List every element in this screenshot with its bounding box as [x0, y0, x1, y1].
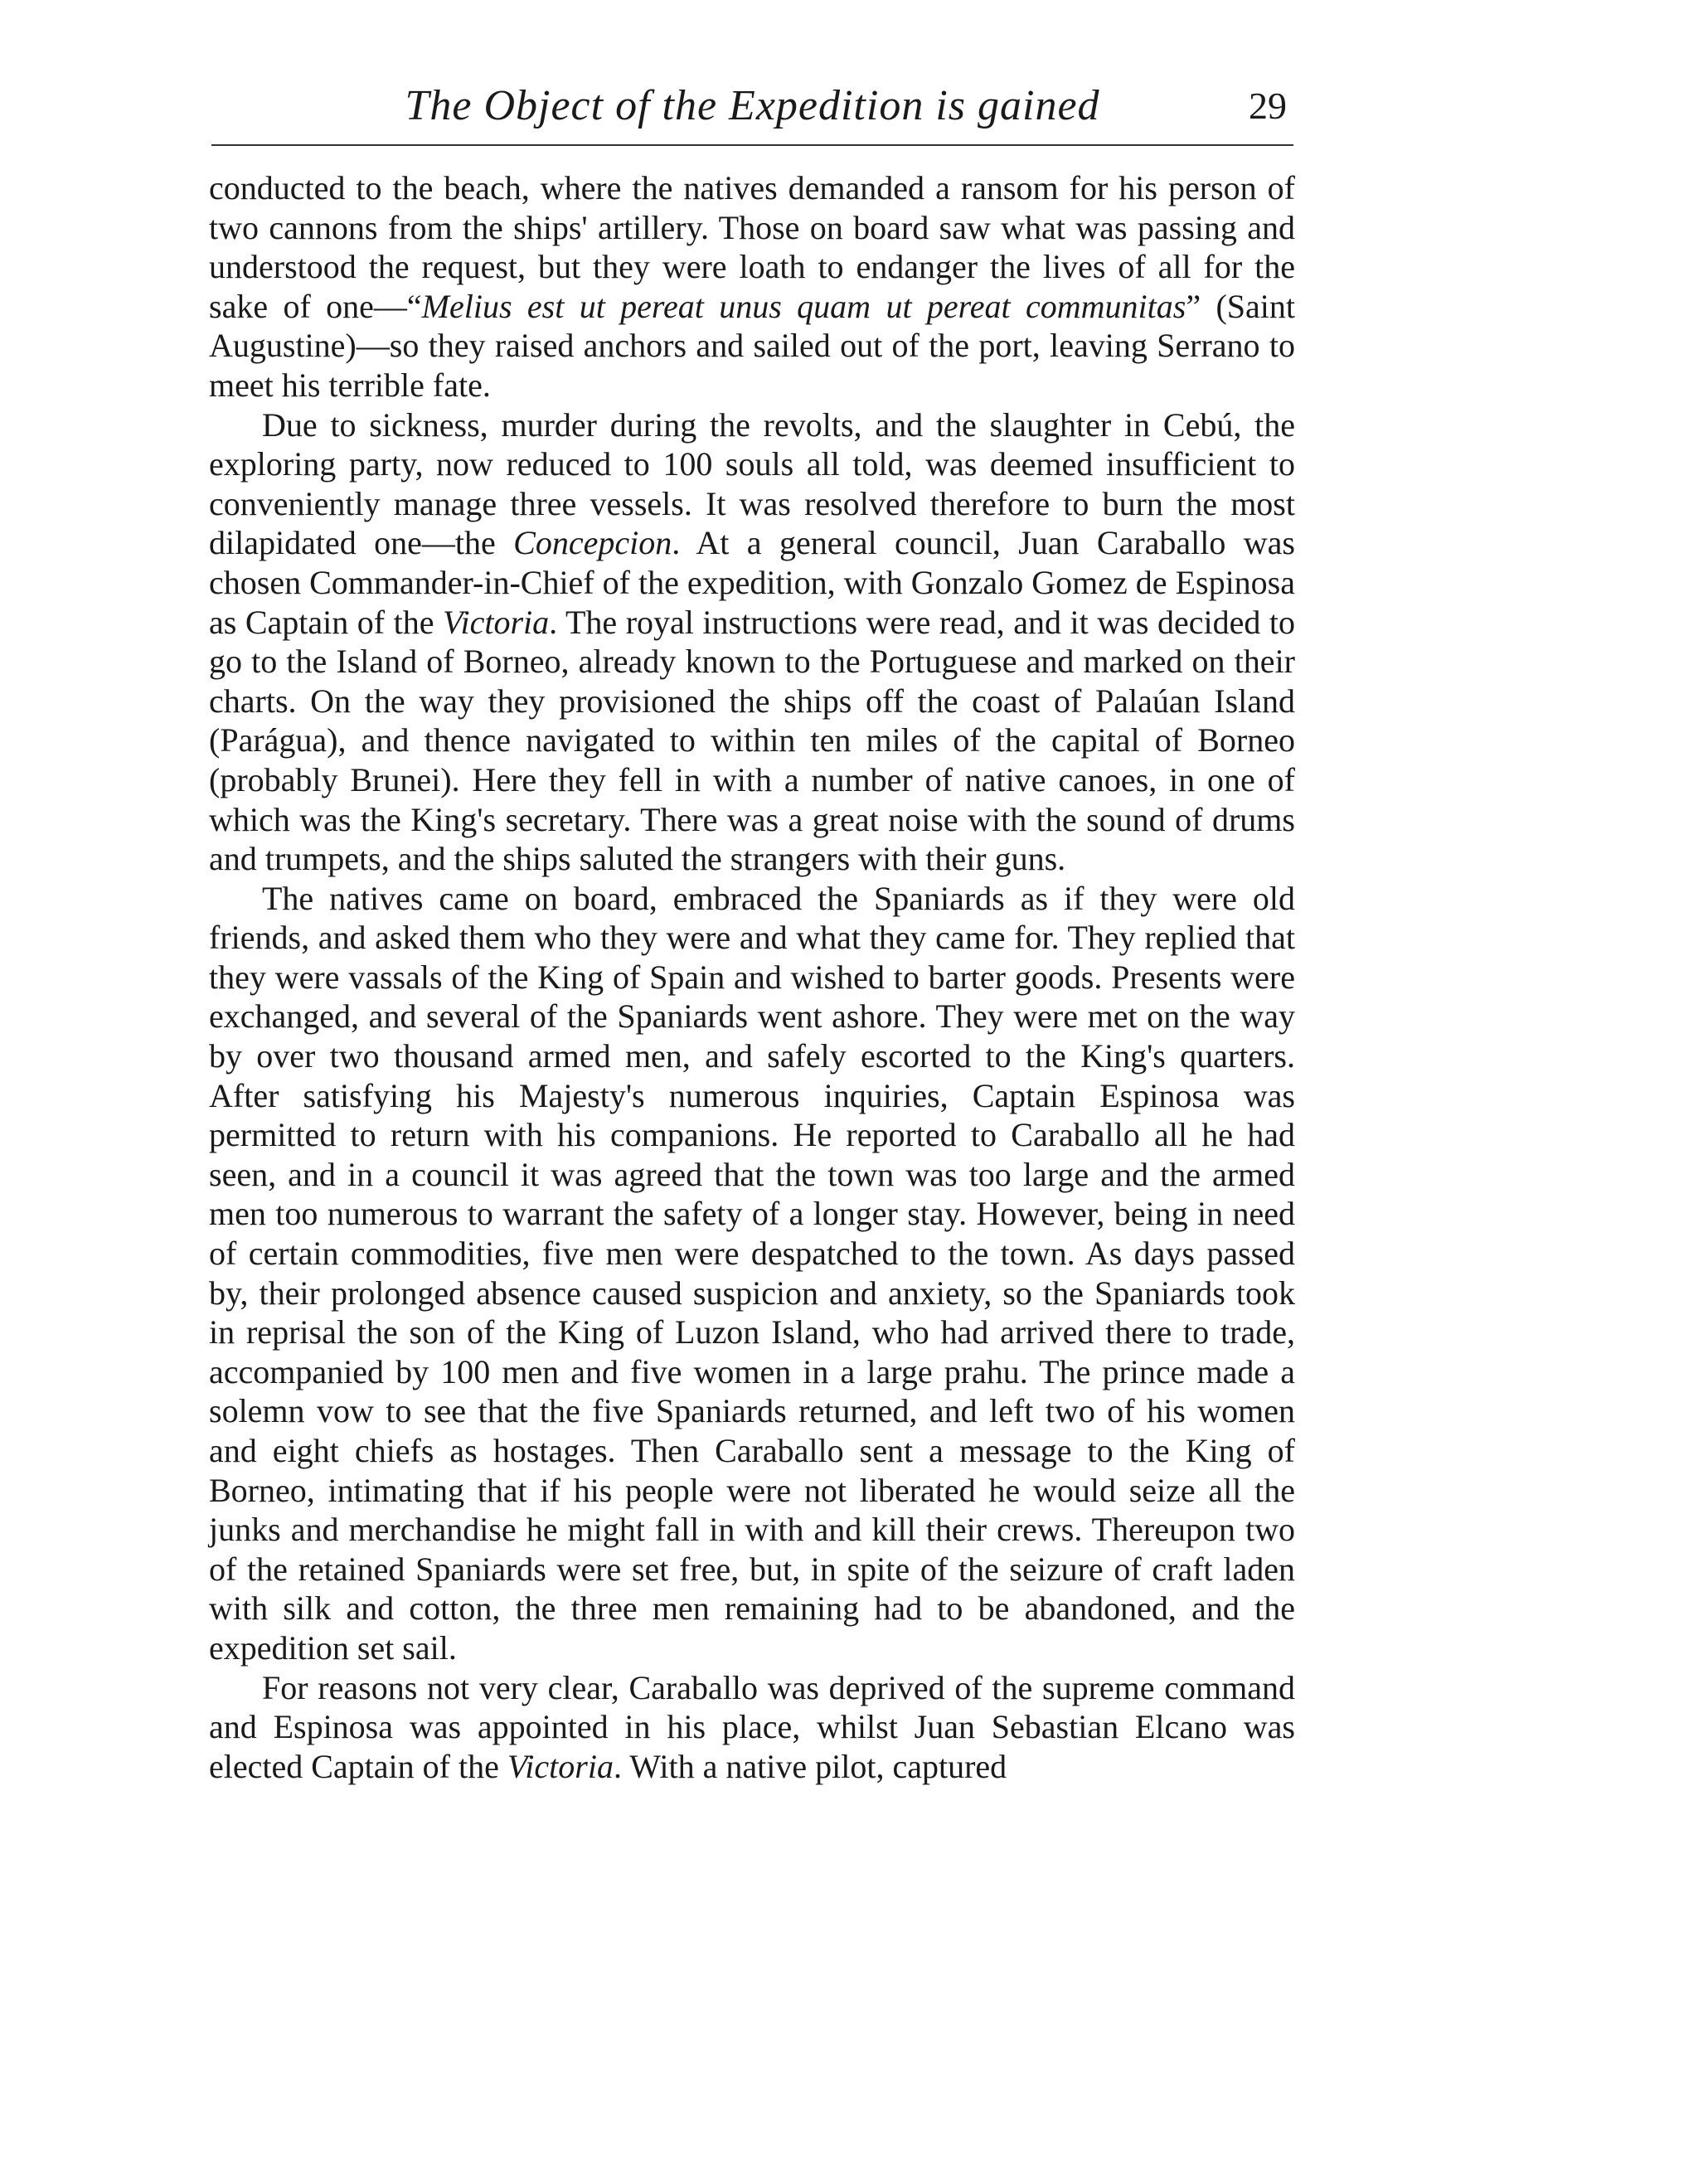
paragraph-4-text-c: . With a native pilot, captured: [613, 1747, 1007, 1785]
running-head: [211, 76, 1293, 143]
paragraph-3: The natives came on board, embraced the Spaniards as if they were old friends, and asked them who they were and what they came for. They replied that they were vassals of the King of Spain and wished to barter goods. Presents were exchanged, and several of the Spaniards went ashore. They were met on the way by over two thousand armed men, and safely escorted to the King's quarters. After satisfying his Majesty's numerous inquiries, Captain Espinosa was permitted to return with his companions. He reported to Caraballo all he had seen, and in a council it was agreed that the town was too large and the armed men too numerous to warrant the safety of a longer stay. However, being in need of certain commodities, five men were despatched to the town. As days passed by, their prolonged absence caused suspicion and anxiety, so the Spaniards took in reprisal the son of the King of Luzon Island, who had arrived there to trade, accompanied by 100 men and five women in a large prahu. The prince made a solemn vow to see that the five Spaniards returned, and left two of his women and eight chiefs as hostages. Then Caraballo sent a message to the King of Borneo, intimating that if his people were not liberated he would seize all the junks and merchandise he might fall in with and kill their crews. Thereupon two of the retained Spaniards were set free, but, in spite of the seizure of craft laden with silk and cotton, the three men remaining had to be abandoned, and the expedition set sail.: [209, 879, 1295, 1667]
paragraph-1-text-a: conducted to the beach, where the natives demanded a ransom for his person of two cannons from the ships' artillery. Those on board saw what was passing and understood the request, but they were loath to endanger the lives of all for the sake of one—“: [209, 169, 1295, 325]
body-text: [209, 168, 1295, 1786]
paragraph-1: [209, 168, 1295, 405]
paragraph-1-text-c: ” (Saint Augustine)—so they raised anchors and sailed out of the port, leaving Serrano to meet his terrible fate.: [209, 287, 1295, 404]
paragraph-2-text-a: Due to sickness, murder during the revolts, and the slaughter in Cebú, the exploring party, now reduced to 100 souls all told, was deemed insufficient to conveniently manage three vessels. It was resolved therefore to burn the most dilapidated one—the: [209, 405, 1295, 562]
ship-name-victoria-2: Victoria: [507, 1747, 614, 1785]
paragraph-2-text-e: . The royal instructions were read, and it was decided to go to the Island of Borneo, already known to the Portuguese and marked on their charts. On the way they provisioned the ships off the coast of Palaúan Island (Parágua), and thence navigated to within ten miles of the capital of Borneo (probably Brunei). Here they fell in with a number of native canoes, in one of which was the King's secretary. There was a great noise with the sound of drums and trumpets, and the ships saluted the strangers with their guns.: [209, 603, 1296, 878]
paragraph-1-latin-quote: Melius est ut pereat unus quam ut pereat communitas: [421, 287, 1186, 325]
paragraph-2: [209, 405, 1295, 879]
running-title: The Object of the Expedition is gained: [405, 82, 1100, 129]
ship-name-victoria: Victoria: [443, 603, 550, 641]
paragraph-4-text-a: For reasons not very clear, Caraballo was deprived of the supreme command and Espinosa was appointed in his place, whilst Juan Sebastian Elcano was elected Captain of the: [209, 1668, 1295, 1785]
paragraph-4: [209, 1668, 1295, 1787]
header-rule: [211, 144, 1293, 146]
page-number: 29: [1249, 85, 1287, 127]
ship-name-concepcion: Concepcion: [513, 524, 672, 562]
paragraph-2-text-c: . At a general council, Juan Caraballo was chosen Commander-in-Chief of the expedition, with Gonzalo Gomez de Espinosa as Captain of the: [209, 524, 1295, 641]
